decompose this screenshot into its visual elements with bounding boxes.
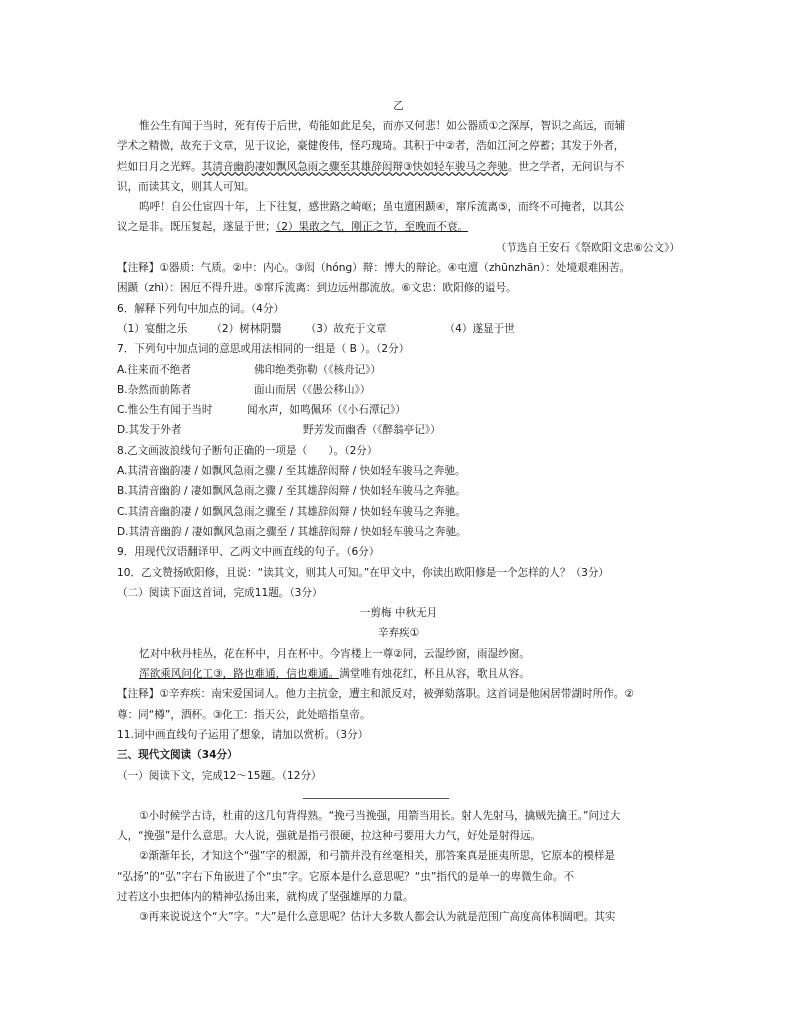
part-3-heading: 三、现代文阅读（34分）: [117, 749, 238, 762]
question-10: 10．乙文赞扬欧阳修，且说：“读其文，则其人可知。”在甲文中，你读出欧阳修是一个怎样的人？（3分）: [117, 566, 610, 579]
q6-item: （4）遂显于世: [444, 322, 515, 335]
divider: [117, 786, 680, 806]
q7-option: [117, 360, 680, 380]
question-9: 9．用现代汉语翻译甲、乙两文中画直线的句子。（6分）: [117, 546, 380, 559]
q7-option: [117, 420, 680, 440]
question-6-items: [117, 319, 680, 339]
section-title: 乙: [393, 100, 404, 112]
poem-notes: 【注释】①辛弃疾：南宋爱国词人。他力主抗金，遭主和派反对，被弹劾落职。这首词是他闲居带湖时所作。②: [117, 688, 634, 701]
q8-option: B.其清音幽韵 / 凄如飘风急雨之骤 / 至其雄辞闳辩 / 快如轻车骏马之奔驰。: [117, 485, 466, 498]
passage-line: [117, 217, 680, 237]
q6-item: （1）宴酣之乐: [117, 322, 188, 335]
q7-option-right: 闻水声，如鸣佩环（《小石潭记》）: [247, 404, 406, 417]
notes-line: 困踬（zhì）：困厄不得升进。⑤窜斥流离：到边远州郡流放。⑥文忠：欧阳修的谥号。: [117, 282, 517, 295]
poem-title: 一剪梅 中秋无月: [359, 607, 438, 620]
poem-line: 忆对中秋丹桂丛，花在杯中，月在杯中。今宵楼上一尊②同，云湿纱窗，雨湿纱窗。: [139, 647, 530, 660]
question-6: 6．解释下列句中加点的词。（4分）: [117, 302, 285, 315]
passage-text: 议之是非。既压复起，遂显于世；: [117, 221, 276, 234]
passage-line: 惟公生有闻于当时，死有传于后世，苟能如此足矣，而亦又何悲！如公器质①之深厚，智识之高远，而辅: [139, 120, 626, 132]
poem-author: 辛弃疾①: [377, 627, 420, 640]
q7-option-left: A.往来而不绝者: [117, 363, 191, 376]
q6-item: （3）故充于文章: [305, 322, 387, 335]
q7-option-left: B.杂然而前陈者: [117, 383, 192, 396]
poem-notes: 尊：同“樽”，酒杯。③化工：指天公，此处暗指皇帝。: [117, 708, 371, 721]
question-11: 11.词中画直线句子运用了想象，请加以赏析。（3分）: [117, 728, 369, 741]
wavy-underlined-sentence: 其清音幽韵凄如飘风急雨之骤至其雄辞闳辩③快如轻车骏马之奔驰: [201, 160, 508, 173]
modern-line: “弘扬”的“弘”字右下角嵌进了个“虫”字。它原本是什么意思呢？“虫”指代的是单一的卑微生命。不: [117, 870, 575, 883]
q7-option: [117, 400, 680, 420]
q8-option: A.其清音幽韵凄 / 如飘风急雨之骤 / 至其雄辞闳辩 / 快如轻车骏马之奔驰。: [117, 465, 466, 478]
passage-text: 。世之学者，无问识与不: [507, 160, 625, 173]
part-3-1-heading: （一）阅读下文，完成12～15题。（12分）: [117, 769, 322, 782]
poem-line: [117, 664, 680, 684]
q8-option: D.其清音幽韵 / 凄如飘风急雨之骤至 / 其雄辞闳辩 / 快如轻车骏马之奔驰。: [117, 525, 467, 538]
q7-option: [117, 380, 680, 400]
notes-line: 【注释】①器质：气质。②中：内心。③闳（hóng）辩：博大的辩论。④屯邅（zhūnzhān）：处境艰难困苦。: [117, 262, 631, 275]
passage-line: 呜呼！自公仕宦四十年，上下往复，感世路之崎岖；虽屯邅困踬④，窜斥流离⑤，而终不可掩者，以其公: [139, 201, 625, 214]
q7-option-right: 面山而居（《愚公移山》）: [254, 383, 371, 396]
q7-option-left: C.惟公生有闻于当时: [117, 404, 213, 417]
q6-item: （2）树林阴翳: [211, 322, 282, 335]
modern-line: ①小时候学古诗，杜甫的这几句背得熟。“挽弓当挽强，用箭当用长。射人先射马，擒贼先擒王。”问过大: [139, 809, 621, 822]
underlined-sentence: （2）果敢之气，刚正之节，至晚而不衰。: [275, 221, 469, 234]
passage-line: [117, 157, 680, 177]
modern-line: ②渐渐年长，才知这个“强”字的根源，和弓箭并没有丝毫相关，那答案真是匪夷所思，它原本的模样是: [139, 850, 616, 863]
question-8: 8.乙文画波浪线句子断句正确的一项是（ ）。（2分）: [117, 444, 378, 457]
modern-line: ③再来说说这个“大”字。“大”是什么意思呢？估计大多数人都会认为就是范围广高度高体积阔吧。其实: [139, 911, 616, 924]
source-citation: （节选自王安石《祭欧阳文忠⑥公文》）: [495, 241, 680, 254]
q7-option-right: 野芳发而幽香（《醉翁亭记》）: [303, 424, 441, 437]
underlined-poem-line: 浑欲乘风问化工③，路也难通，信也难通。: [139, 668, 340, 681]
q8-option: C.其清音幽韵凄 / 如飘风急雨之骤至 / 其雄辞闳辩 / 快如轻车骏马之奔驰。: [117, 505, 466, 518]
modern-line: 过若这小虫把体内的精神弘扬出来，就构成了坚强雄厚的力量。: [117, 890, 414, 903]
passage-text: 烂如日月之光辉。: [117, 160, 202, 173]
modern-line: 人，“挽强”是什么意思。大人说，强就是指弓很硬，拉这种弓要用大力气，好处是射得远。: [117, 830, 542, 843]
q7-option-right: 佛印绝类弥勒（《核舟记》）: [254, 363, 382, 376]
passage-line: 识，而读其文，则其人可知。: [117, 180, 255, 193]
passage-line: 学术之精微，故充于文章，见于议论，豪健俊伟，怪巧瑰琦。其积于中②者，浩如江河之停蓄；其发于外者，: [117, 140, 625, 153]
q7-option-left: D.其发于外者: [117, 424, 182, 437]
poem-text: 满堂唯有烛花红，杯且从容，歌且从容。: [339, 668, 530, 681]
question-7: 7．下列句中加点词的意思或用法相同的一组是（ B ）。（2分）: [117, 343, 410, 356]
part-2-heading: （二）阅读下面这首词，完成11题。（3分）: [117, 586, 323, 599]
exam-page: [117, 96, 680, 928]
